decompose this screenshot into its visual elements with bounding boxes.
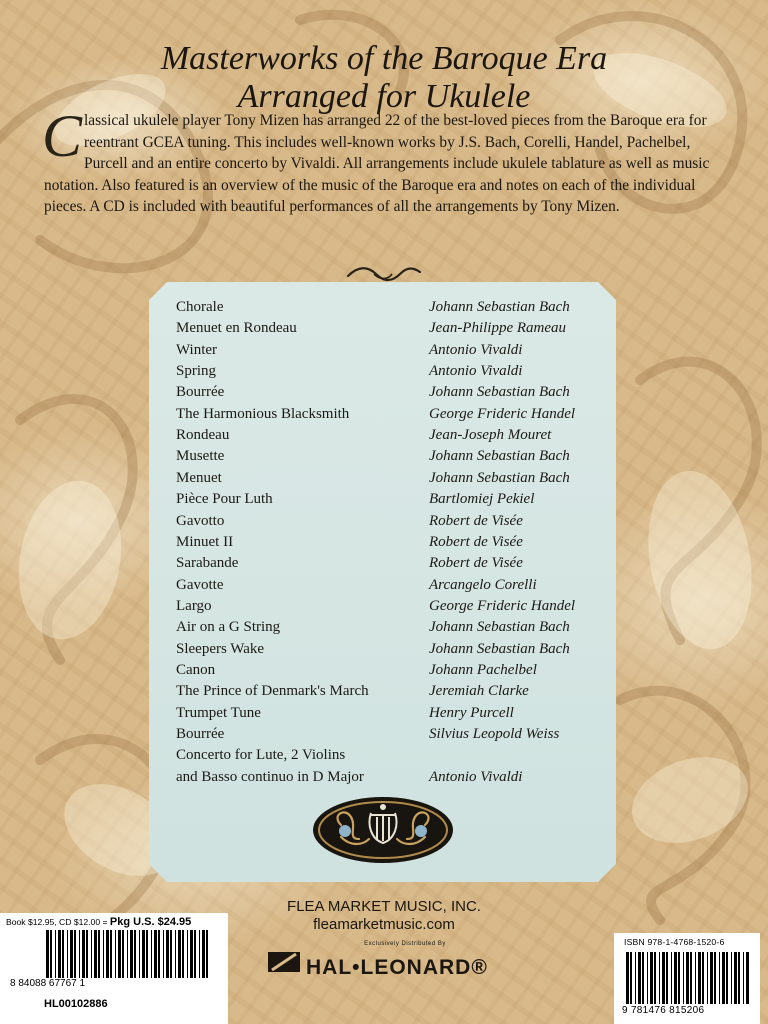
contents-composer: George Frideric Handel — [429, 598, 576, 614]
upc-barcode — [44, 930, 214, 978]
barcode-bar — [187, 930, 188, 978]
barcode-bar — [630, 952, 632, 1004]
barcode-bar — [698, 952, 701, 1004]
title-line-2: Arranged for Ukulele — [237, 78, 531, 115]
barcode-bar — [55, 930, 56, 978]
barcode-bar — [638, 952, 641, 1004]
barcode-bar — [194, 930, 196, 978]
price-total: Pkg U.S. $24.95 — [109, 916, 192, 928]
barcode-bar — [702, 952, 704, 1004]
contents-composer: Robert de Visée — [429, 534, 523, 550]
barcode-bar — [130, 930, 133, 978]
intro-paragraph — [42, 103, 734, 218]
contents-composer: Johann Sebastian Bach — [429, 619, 570, 635]
contents-title: Trumpet Tune — [176, 705, 261, 721]
barcode-bar — [206, 930, 208, 978]
contents-composer: Antonio Vivaldi — [429, 769, 523, 785]
contents-title: Gavotte — [176, 577, 224, 593]
contents-composer: Antonio Vivaldi — [429, 342, 523, 358]
barcode-bar — [182, 930, 184, 978]
barcode-bar — [190, 930, 193, 978]
price-line — [6, 916, 191, 928]
contents-title: Sleepers Wake — [176, 641, 265, 657]
barcode-bar — [110, 930, 112, 978]
barcode-bar — [178, 930, 181, 978]
contents-title: Rondeau — [176, 427, 230, 443]
barcode-bar — [695, 952, 696, 1004]
contents-composer: Jean-Philippe Rameau — [429, 320, 567, 336]
barcode-bar — [103, 930, 104, 978]
barcode-bar — [67, 930, 68, 978]
barcode-bar — [678, 952, 680, 1004]
barcode-bar — [142, 930, 145, 978]
barcode-bar — [734, 952, 737, 1004]
contents-title: The Prince of Denmark's March — [176, 683, 369, 699]
contents-title: Chorale — [176, 299, 224, 315]
lyre-medallion-icon — [311, 795, 455, 865]
barcode-bar — [118, 930, 121, 978]
barcode-bar — [683, 952, 684, 1004]
contents-title: Concerto for Lute, 2 Violins — [176, 747, 346, 763]
hal-leonard-logo-icon — [268, 950, 302, 974]
barcode-bar — [635, 952, 636, 1004]
barcode-bar — [722, 952, 725, 1004]
barcode-bar — [62, 930, 64, 978]
barcode-bar — [202, 930, 205, 978]
contents-title: Spring — [176, 363, 217, 379]
barcode-bar — [74, 930, 76, 978]
barcode-bar — [86, 930, 88, 978]
barcode-bar — [690, 952, 692, 1004]
barcode-bar — [650, 952, 653, 1004]
contents-title: Pièce Pour Luth — [176, 491, 273, 507]
barcode-bar — [686, 952, 689, 1004]
publisher-url: fleamarketmusic.com — [313, 916, 455, 933]
barcode-bar — [731, 952, 732, 1004]
contents-title: Musette — [176, 448, 225, 464]
barcode-bar — [158, 930, 160, 978]
barcode-bar — [166, 930, 169, 978]
contents-title: Minuet II — [176, 534, 234, 550]
isbn-barcode — [624, 952, 752, 1004]
contents-composer: Arcangelo Corelli — [429, 577, 537, 593]
barcode-bar — [738, 952, 740, 1004]
price-breakdown: Book $12.95, CD $12.00 = — [6, 917, 110, 927]
barcode-bar — [91, 930, 92, 978]
product-code: HL00102886 — [44, 998, 108, 1010]
contents-title: Bourrée — [176, 384, 225, 400]
contents-title: Winter — [176, 342, 218, 358]
contents-title: Bourrée — [176, 726, 225, 742]
barcode-bar — [170, 930, 172, 978]
upc-digits: 8 84088 67767 1 — [10, 978, 86, 989]
barcode-bar — [139, 930, 140, 978]
barcode-bar — [79, 930, 80, 978]
barcode-bar — [175, 930, 176, 978]
barcode-bar — [671, 952, 672, 1004]
barcode-bar — [674, 952, 677, 1004]
barcode-bar — [134, 930, 136, 978]
contents-composer: Johann Sebastian Bach — [429, 470, 570, 486]
contents-composer: Silvius Leopold Weiss — [429, 726, 560, 742]
flourish-ornament-icon — [344, 264, 424, 284]
barcode-bar — [726, 952, 728, 1004]
barcode-bar — [106, 930, 109, 978]
contents-composer: Johann Sebastian Bach — [429, 384, 570, 400]
barcode-bar — [743, 952, 744, 1004]
contents-title: Menuet en Rondeau — [176, 320, 297, 336]
barcode-bar — [714, 952, 716, 1004]
contents-composer: Robert de Visée — [429, 513, 523, 529]
contents-composer: Johann Sebastian Bach — [429, 641, 570, 657]
barcode-bar — [154, 930, 157, 978]
contents-composer: Johann Sebastian Bach — [429, 448, 570, 464]
contents-title: Sarabande — [176, 555, 239, 571]
barcode-bar — [146, 930, 148, 978]
contents-composer: Bartlomiej Pekiel — [429, 491, 535, 507]
barcode-bar — [662, 952, 665, 1004]
barcode-bar — [50, 930, 52, 978]
barcode-bar — [666, 952, 668, 1004]
barcode-bar — [642, 952, 644, 1004]
barcode-bar — [82, 930, 85, 978]
barcode-bar — [654, 952, 656, 1004]
barcode-bar — [122, 930, 124, 978]
title-line-1: Masterworks of the Baroque Era — [160, 40, 608, 77]
barcode-bar — [719, 952, 720, 1004]
distributed-by-label: Exclusively Distributed By — [364, 941, 446, 947]
contents-composer: Jeremiah Clarke — [429, 683, 529, 699]
barcode-bar — [151, 930, 152, 978]
contents-title: Canon — [176, 662, 216, 678]
isbn-text: ISBN 978-1-4768-1520-6 — [624, 937, 725, 947]
contents-composer: Johann Pachelbel — [429, 662, 537, 678]
contents-title: and Basso continuo in D Major — [176, 769, 364, 785]
barcode-bar — [115, 930, 116, 978]
distributor-name: HAL•LEONARD® — [306, 956, 488, 979]
contents-composer: George Frideric Handel — [429, 406, 576, 422]
barcode-bar — [70, 930, 73, 978]
intro-text: lassical ukulele player Tony Mizen has arranged 22 of the best-loved pieces from the Baroque era for reentrant GCEA tuning. This includes well-known works by J.S. Bach, Corelli, Handel, Pachelbel, Purcell and an entire concerto by Vivaldi. All arrangements include ukulele tablature as well as music notation. Also featured is an overview of the music of the Baroque era and notes on each of the individual pieces. A CD is included with beautiful performances of all the arrangements by Tony Mizen. — [44, 112, 710, 215]
contents-composer: Jean-Joseph Mouret — [429, 427, 552, 443]
barcode-bar — [707, 952, 708, 1004]
barcode-bar — [626, 952, 629, 1004]
contents-title: Air on a G String — [176, 619, 281, 635]
drop-cap: C — [42, 103, 83, 169]
barcode-bar — [46, 930, 49, 978]
barcode-bar — [199, 930, 200, 978]
contents-composer: Johann Sebastian Bach — [429, 299, 570, 315]
barcode-bar — [746, 952, 749, 1004]
contents-composer: Antonio Vivaldi — [429, 363, 523, 379]
contents-title: Largo — [176, 598, 212, 614]
contents-composer: Robert de Visée — [429, 555, 523, 571]
contents-title: The Harmonious Blacksmith — [176, 406, 350, 422]
contents-composer: Henry Purcell — [429, 705, 514, 721]
barcode-bar — [127, 930, 128, 978]
publisher-name: FLEA MARKET MUSIC, INC. — [287, 898, 481, 915]
page-title — [0, 40, 768, 116]
barcode-bar — [58, 930, 61, 978]
barcode-bar — [163, 930, 164, 978]
contents-title: Menuet — [176, 470, 222, 486]
barcode-bar — [659, 952, 660, 1004]
barcode-bar — [647, 952, 648, 1004]
contents-title: Gavotto — [176, 513, 225, 529]
isbn-digits: 9 781476 815206 — [622, 1005, 705, 1016]
barcode-bar — [710, 952, 713, 1004]
barcode-bar — [98, 930, 100, 978]
barcode-bar — [94, 930, 97, 978]
